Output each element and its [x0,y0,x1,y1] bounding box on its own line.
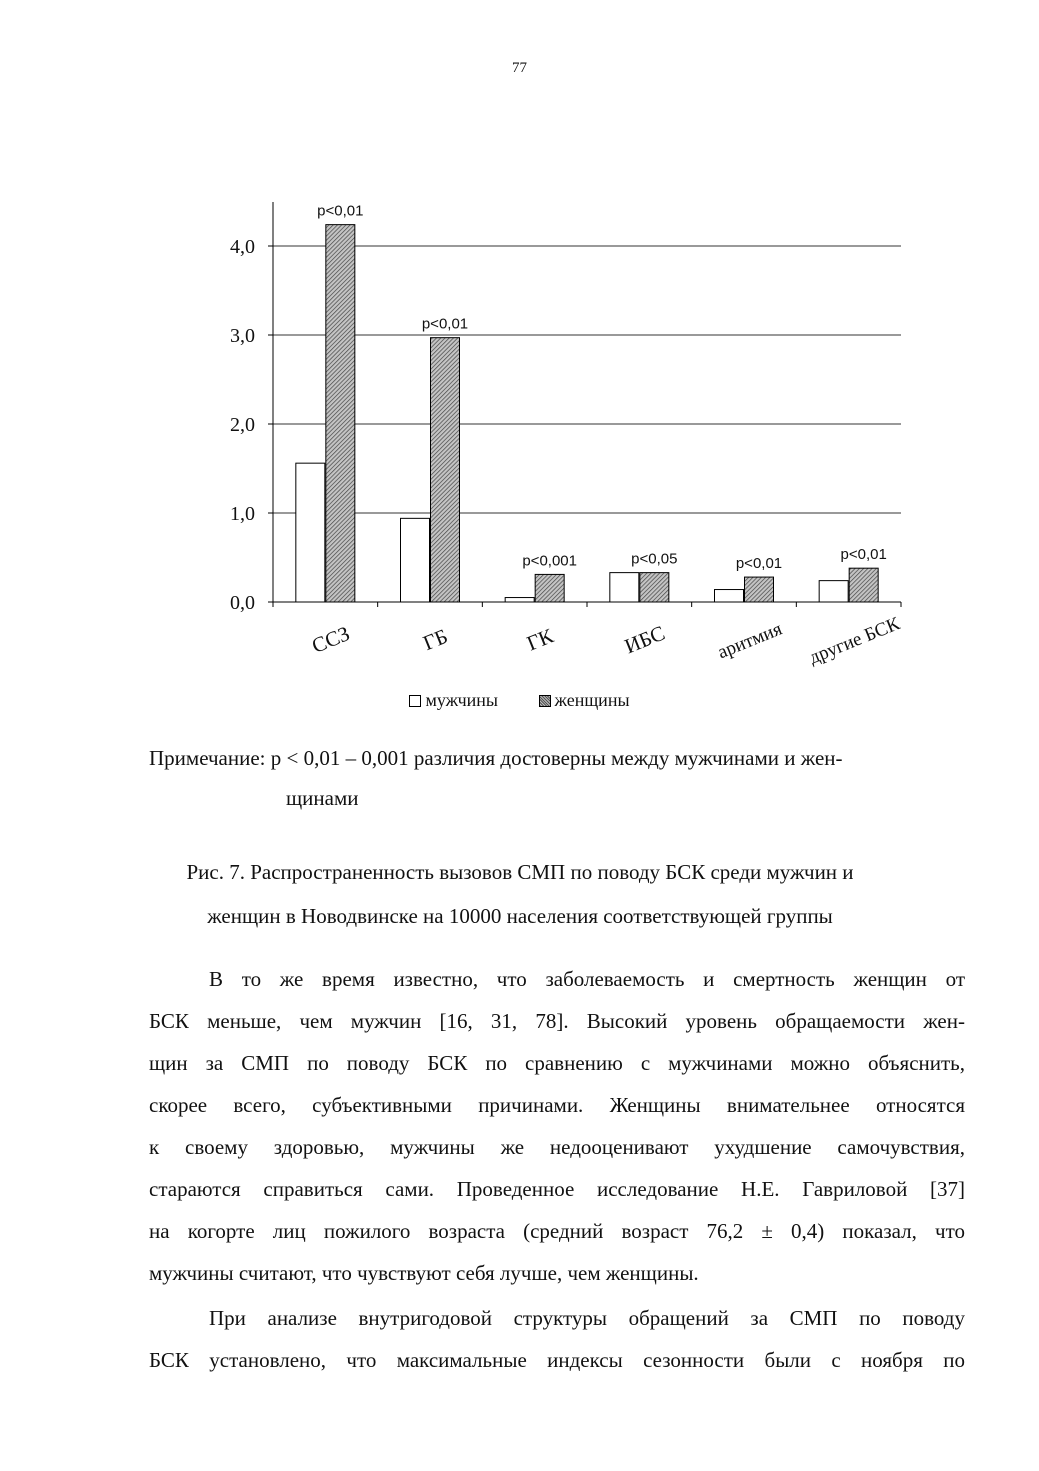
y-tick-label: 3,0 [230,325,255,347]
x-category-label: ИБС [621,620,669,659]
figure-caption [100,850,940,938]
bar-women [849,568,878,602]
paragraph-line: БСК установлено, что максимальные индексы сезонности были с ноября по [149,1348,965,1372]
page-number: 77 [512,60,527,76]
bar-women [431,338,460,602]
significance-label: p<0,001 [522,552,577,570]
bar-women [535,574,564,602]
significance-label: p<0,01 [735,555,783,573]
paragraph-1 [149,958,965,1294]
legend-item-men [409,690,498,711]
paragraph-line: В то же время известно, что заболеваемость и смертность женщин от [209,967,965,991]
bar-men [610,573,639,602]
bar-men [296,463,325,602]
y-tick-label: 1,0 [230,503,255,525]
significance-label: p<0,01 [317,202,364,220]
x-category-label: ГК [523,623,557,656]
paragraph-line: скорее всего, субъективными причинами. Женщины внимательнее относятся [149,1093,965,1117]
y-tick-label: 4,0 [230,236,255,258]
x-category-label: другие БСК [806,613,903,669]
x-category-label: аритмия [714,618,786,664]
bar-women [640,573,669,602]
y-tick-label: 0,0 [230,592,255,614]
paragraph-line: щин за СМП по поводу БСК по сравнению с мужчинами можно объяснить, [149,1051,965,1075]
bar-chart [0,180,1039,680]
bar-men [819,581,848,602]
significance-label: p<0,01 [421,315,469,333]
paragraph-line: мужчины считают, что чувствуют себя лучше, чем женщины. [149,1261,699,1285]
bar-men [505,598,534,602]
x-category-label: ССЗ [308,621,354,658]
paragraph-line: к своему здоровью, мужчины же недооценивают ухудшение самочувствия, [149,1135,965,1159]
paragraph-line: При анализе внутригодовой структуры обращений за СМП по поводу [209,1306,965,1330]
note-line-2: щинами [286,786,359,810]
caption-line-2: женщин в Новодвинске на 10000 населения соответствующей группы [207,904,833,928]
legend-swatch-men [409,695,421,707]
note-line-1: Примечание: p < 0,01 – 0,001 различия достоверны между мужчинами и жен- [149,746,843,770]
bar-women [745,577,774,602]
significance-label: p<0,01 [840,546,887,564]
legend-label-women: женщины [554,690,630,710]
bar-women [326,225,355,602]
x-category-label: ГБ [419,623,452,656]
figure-note [149,738,969,818]
paragraph-line: на когорте лиц пожилого возраста (средний возраст 76,2 ± 0,4) показал, что [149,1219,965,1243]
bar-men [715,590,744,602]
legend-swatch-women [539,695,551,707]
chart-legend [0,690,1039,712]
legend-label-men: мужчины [425,690,498,710]
significance-label: p<0,05 [631,550,678,568]
caption-line-1: Рис. 7. Распространенность вызовов СМП по поводу БСК среди мужчин и [186,860,854,884]
bar-men [401,518,430,602]
legend-item-women [539,690,630,711]
paragraph-line: БСК меньше, чем мужчин [16, 31, 78]. Высокий уровень обращаемости жен- [149,1009,965,1033]
y-tick-label: 2,0 [230,414,255,436]
paragraph-2 [149,1297,965,1381]
paragraph-line: стараются справиться сами. Проведенное исследование Н.Е. Гавриловой [37] [149,1177,965,1201]
